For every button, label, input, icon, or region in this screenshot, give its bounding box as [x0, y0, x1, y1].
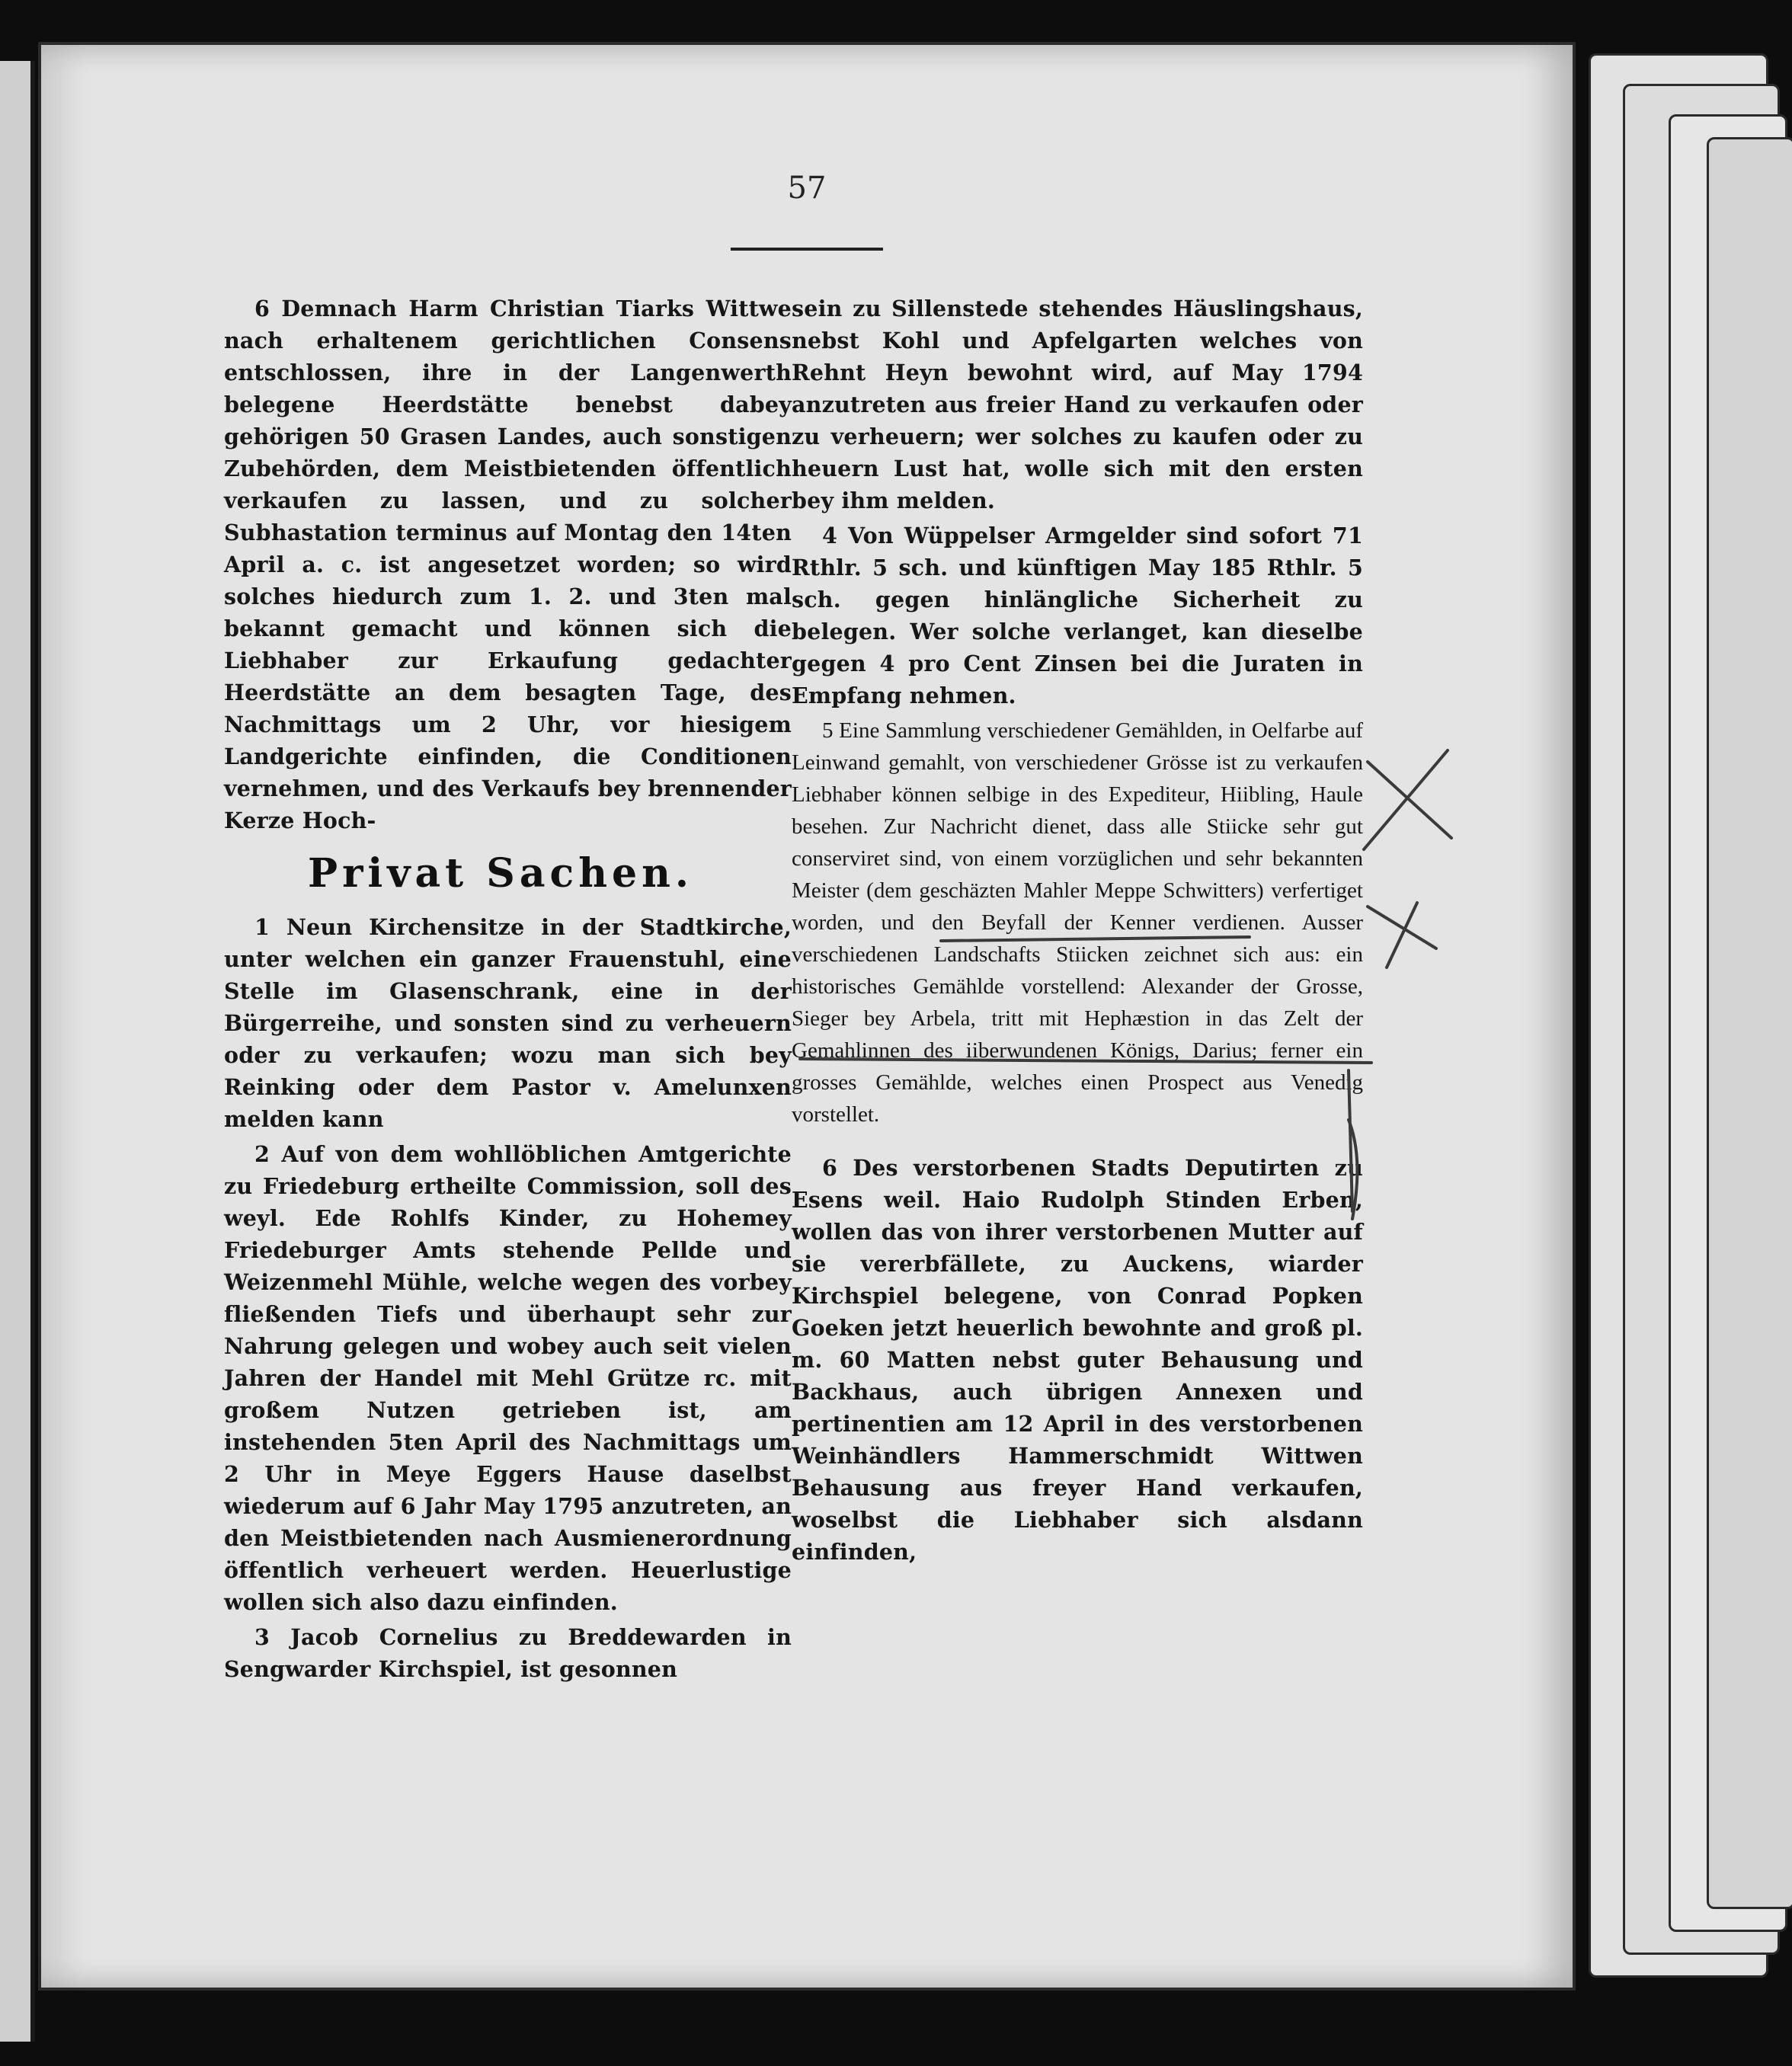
notice-3-cornelius: 3 Jacob Cornelius zu Breddewarden in Sengwarder Kirchspiel, ist gesonnen [224, 1624, 792, 1682]
header-rule [731, 248, 883, 251]
page-number: 57 [787, 171, 827, 206]
notice-1-kirchensitze: 1 Neun Kirchensitze in der Stadtkirche, unter welchen ein ganzer Frauenstuhl, eine Stelle im Glasenschrank, eine in der Bürgerreihe, und sonsten sind zu verheuern oder zu verkaufen; wozu man sich bey Reinking oder dem Pastor v. Amelunxen melden kann [224, 914, 792, 1132]
page-stack-edge-4 [1707, 137, 1792, 1909]
section-heading: Privat Sachen. [308, 850, 693, 897]
left-column [224, 293, 792, 1685]
notice-3-continued: sein zu Sillenstede stehendes Häuslingshaus, nebst Kohl und Apfelgarten welches von Rehnt Heyn bewohnt wird, auf May 1794 anzutreten aus freier Hand zu verkaufen oder zu verheuern; wer solches zu kaufen oder zu heuern Lust hat, wolle sich mit den ersten bey ihm melden. [792, 296, 1363, 513]
notice-2-muehle: 2 Auf von dem wohllöblichen Amtgerichte zu Friedeburg ertheilte Commission, soll des weyl. Ede Rohlfs Kinder, zu Hohemey Friedeburger Amts stehende Pellde und Weizenmehl Mühle, welche wegen des vorbey fließenden Tiefs und überhaupt sehr zur Nahrung gelegen und wobey auch seit vielen Jahren der Handel mit Mehl Grütze rc. mit großem Nutzen getrieben ist, am instehenden 5ten April des Nachmittags um 2 Uhr in Meye Eggers Hause daselbst wiederum auf 6 Jahr May 1795 anzutreten, an den Meistbietenden nach Ausmienerordnung öffentlich verheuert werden. Heuerlustige wollen sich also dazu einfinden. [224, 1141, 792, 1615]
notice-6-tiarks: 6 Demnach Harm Christian Tiarks Wittwe nach erhaltenem gerichtlichen Consens entschlossen, ihre in der Langenwerth belegene Heerdstätte benebst dabey gehörigen 50 Grasen Landes, auch sonstigen Zubehörden, dem Meistbietenden öffentlich verkaufen zu lassen, und zu solcher Subhastation terminus auf Montag den 14ten April a. c. ist angesetzet worden; so wird solches hiedurch zum 1. 2. und 3ten mal bekannt gemacht und können sich die Liebhaber zur Erkaufung gedachter Heerdstätte an dem besagten Tage, des Nachmittags um 2 Uhr, vor hiesigem Landgerichte einfinden, die Conditionen vernehmen, und des Verkaufs bey brennender Kerze Hoch- [224, 296, 792, 833]
right-column [792, 293, 1363, 1568]
notice-5-gemaehlde: 5 Eine Sammlung verschiedener Gemählden, in Oelfarbe auf Leinwand gemahlt, von verschiedener Grösse ist zu verkaufen Liebhaber können selbige in des Expediteur, Hiibling, Haule besehen. Zur Nachricht dienet, dass alle Stiicke sehr gut conserviret sind, von einem vorzüglichen und sehr bekannten Meister (dem geschäzten Mahler Meppe Schwitters) verfertiget worden, und den Beyfall der Kenner verdienen. Ausser verschiedenen Landschafts Stiicken zeichnet sich aus: ein historisches Gemählde vorstellend: Alexander der Grosse, Sieger bey Arbela, tritt mit Hephæstion in das Zelt der Gemahlinnen des iiberwundenen Königs, Darius; ferner ein grosses Gemählde, welches einen Prospect aus Venedig vorstellet. [792, 718, 1363, 1127]
notice-4-armgelder: 4 Von Wüppelser Armgelder sind sofort 71 Rthlr. 5 sch. und künftigen May 185 Rthlr. 5 sch. gegen hinlängliche Sicherheit zu belegen. Wer solche verlanget, kan dieselbe gegen 4 pro Cent Zinsen bei die Juraten in Empfang nehmen. [792, 523, 1363, 708]
notice-6-stinden: 6 Des verstorbenen Stadts Deputirten zu Esens weil. Haio Rudolph Stinden Erben, wollen das von ihrer verstorbenen Mutter auf sie vererbfällete, zu Auckens, wiarder Kirchspiel belegene, von Conrad Popken Goeken jetzt heuerlich bewohnte and groß pl. m. 60 Matten nebst guter Behausung und Backhaus, auch übrigen Annexen und pertinentien am 12 April in des verstorbenen Weinhändlers Hammerschmidt Wittwen Behausung aus freyer Hand verkaufen, woselbst die Liebhaber sich alsdann einfinden, [792, 1155, 1363, 1565]
facing-page-edge [0, 61, 35, 2042]
document-page [38, 42, 1576, 1991]
